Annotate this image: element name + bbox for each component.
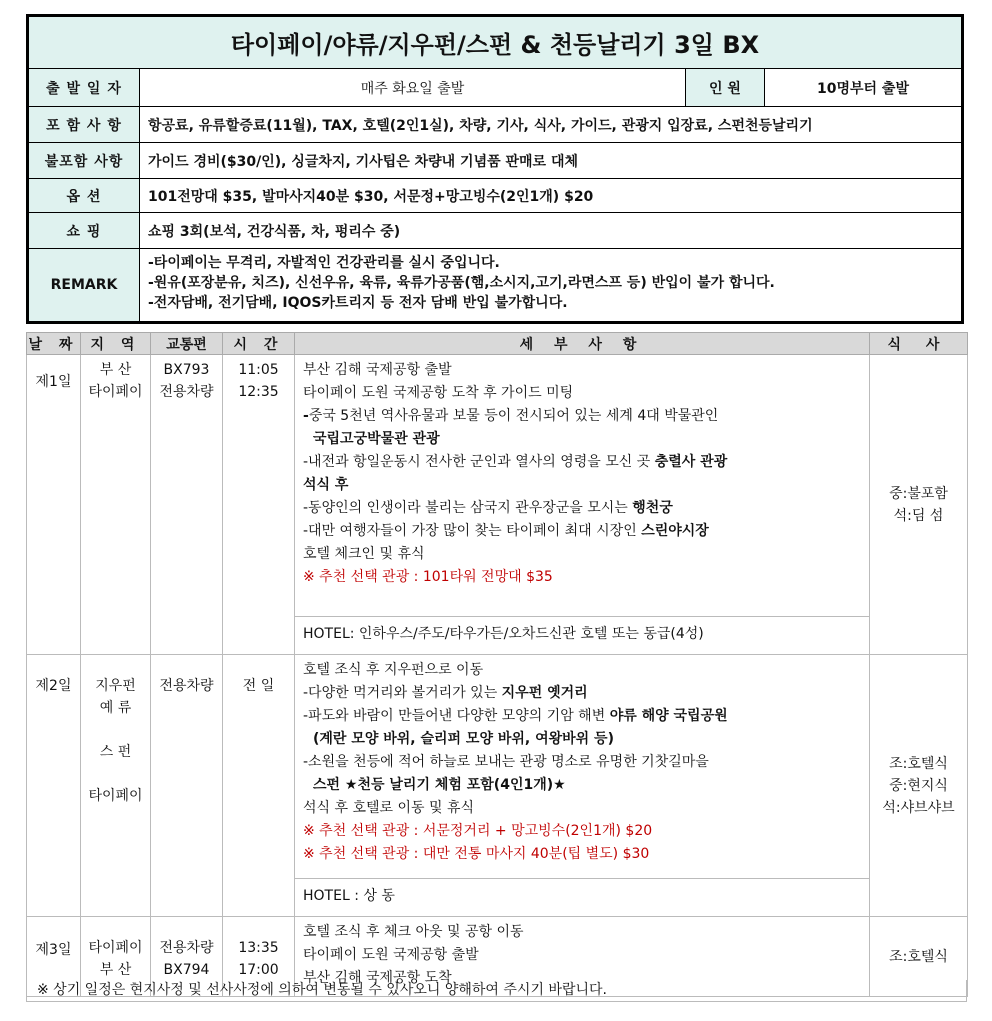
- text: -동양인의 인생이라 불리는 삼국지 관우장군을 모시는: [303, 500, 633, 516]
- remark-line: -전자담배, 전기담배, IQOS카트리지 등 전자 담배 반입 불가합니다.: [148, 295, 568, 311]
- tour-summary-box: [26, 14, 964, 324]
- region: 타이페이: [88, 940, 143, 956]
- detail-line: 호텔 체크인 및 휴식: [303, 546, 425, 562]
- options-value: 101전망대 $35, 발마사지40분 $30, 서문정+망고빙수(2인1개) $20: [148, 188, 594, 205]
- options-row: [29, 179, 961, 213]
- table-row: [27, 355, 968, 617]
- included-label: 포 함 사 항: [29, 107, 140, 142]
- spacer: [81, 763, 150, 785]
- excluded-label: 불포함 사항: [29, 143, 140, 178]
- region: 지우펀: [95, 678, 136, 694]
- day2-transport: [151, 655, 223, 917]
- detail-line: 타이페이 도원 국제공항 도착 후 가이드 미팅: [303, 385, 574, 401]
- text: 중국 5천년 역사유물과 보물 등이 전시되어 있는 세계 4대 박물관인: [308, 408, 719, 424]
- tour-title: 타이페이/야류/지우펀/스펀 & 천등날리기 3일 BX: [29, 17, 961, 69]
- detail-line: 스펀 ★천등 날리기 체험 포함(4인1개)★: [313, 777, 566, 793]
- day2-label: 제2일: [27, 655, 81, 917]
- detail-line: [303, 451, 861, 474]
- day1-transport: [151, 355, 223, 655]
- region: 타이페이: [88, 384, 143, 400]
- time: 12:35: [238, 384, 279, 400]
- transport: 전용차량: [159, 940, 214, 956]
- day1-hotel: HOTEL: 인하우스/주도/타우가든/오차드신관 호텔 또는 동급(4성): [295, 617, 870, 655]
- spacer: [81, 719, 150, 741]
- time: 전 일: [242, 678, 275, 694]
- table-row: [27, 655, 968, 879]
- meal: 중:불포함: [889, 485, 948, 502]
- header-time: 시 간: [223, 333, 295, 355]
- day2-regions: [81, 655, 151, 917]
- day1-meals: [870, 355, 968, 655]
- day2-hotel: HOTEL : 상 동: [295, 879, 870, 917]
- day2-details: [295, 655, 870, 879]
- time: 11:05: [238, 362, 279, 378]
- highlight: 스린야시장: [641, 523, 709, 539]
- meal: 조:호텔식: [889, 948, 948, 965]
- footnote: ※ 상기 일정은 현지사정 및 선사사정에 의하여 변동될 수 있사오니 양해하여 주시기 바랍니다.: [26, 980, 967, 1002]
- detail-line: [303, 705, 861, 728]
- highlight: 야류 해양 국립공원: [609, 708, 728, 724]
- text: -파도와 바람이 만들어낸 다양한 모양의 기암 해변: [303, 708, 610, 724]
- highlight: 충렬사 관광: [654, 454, 728, 470]
- day1-times: [223, 355, 295, 655]
- region: 타이페이: [88, 788, 143, 804]
- transport: BX794: [163, 962, 210, 978]
- header-transport: 교통편: [151, 333, 223, 355]
- day1-regions: [81, 355, 151, 655]
- detail-line: -소원을 천등에 적어 하늘로 보내는 관광 명소로 유명한 기찻길마을: [303, 754, 709, 770]
- detail-line: 호텔 조식 후 지우펀으로 이동: [303, 662, 484, 678]
- meal: 석:딤 섬: [893, 507, 944, 524]
- shopping-label: 쇼 핑: [29, 213, 140, 248]
- optional-tour-line: ※ 추천 선택 관광 : 서문정거리 + 망고빙수(2인1개) $20: [303, 823, 653, 839]
- day3-label: 제3일: [27, 917, 81, 997]
- detail-line: 부산 김해 국제공항 출발: [303, 362, 452, 378]
- day1-details: [295, 355, 870, 617]
- detail-line: 국립고궁박물관 관광: [313, 431, 440, 447]
- remark-line: -원유(포장분유, 치즈), 신선우유, 육류, 육류가공품(햄,소시지,고기,라면스프 등) 반입이 불가 합니다.: [148, 275, 775, 291]
- departure-value: 매주 화요일 출발: [360, 80, 465, 97]
- region: 부 산: [99, 962, 132, 978]
- region: 스 펀: [99, 744, 132, 760]
- meal: 중:현지식: [889, 777, 948, 794]
- remark-value: [140, 249, 961, 321]
- departure-label: 출 발 일 자: [29, 69, 140, 106]
- detail-line: 부산 김해 국제공항 도착: [303, 970, 452, 986]
- highlight: 행천궁: [632, 500, 673, 516]
- text: -다양한 먹거리와 볼거리가 있는: [303, 685, 502, 701]
- detail-line: 석식 후: [303, 477, 349, 493]
- people-value: 10명부터 출발: [817, 80, 909, 97]
- meal: 석:샤브샤브: [882, 799, 955, 816]
- day1-label: 제1일: [27, 355, 81, 655]
- meal: 조:호텔식: [889, 755, 948, 772]
- header-meals: 식 사: [870, 333, 968, 355]
- options-label: 옵 션: [29, 179, 140, 212]
- time: 17:00: [238, 962, 279, 978]
- detail-line: 타이페이 도원 국제공항 출발: [303, 947, 479, 963]
- day2-meals: [870, 655, 968, 917]
- text: -대만 여행자들이 가장 많이 찾는 타이페이 최대 시장인: [303, 523, 642, 539]
- remark-label: REMARK: [29, 249, 140, 321]
- included-value: 항공료, 유류할증료(11월), TAX, 호텔(2인1실), 차량, 기사, 식사, 가이드, 관광지 입장료, 스펀천등날리기: [148, 117, 813, 134]
- header-date: 날 짜: [27, 333, 81, 355]
- transport: 전용차량: [159, 384, 214, 400]
- excluded-value: 가이드 경비($30/인), 싱글차지, 기사팁은 차량내 기념품 판매로 대체: [148, 153, 578, 170]
- detail-line: 석식 후 호텔로 이동 및 휴식: [303, 800, 475, 816]
- dash: -: [303, 408, 309, 424]
- remark-line: -타이페이는 무격리, 자발적인 건강관리를 실시 중입니다.: [148, 255, 500, 271]
- transport: BX793: [163, 362, 210, 378]
- highlight: 지우펀 옛거리: [501, 685, 588, 701]
- table-header-row: [27, 333, 968, 355]
- excluded-row: [29, 143, 961, 179]
- detail-line: [303, 497, 861, 520]
- day2-times: [223, 655, 295, 917]
- shopping-value: 쇼핑 3회(보석, 건강식품, 차, 펑리수 중): [148, 223, 401, 240]
- itinerary-table: [26, 332, 968, 997]
- detail-line: [303, 520, 861, 543]
- region: 예 류: [99, 700, 132, 716]
- detail-line: (계란 모양 바위, 슬리퍼 모양 바위, 여왕바위 등): [313, 731, 614, 747]
- time: 13:35: [238, 940, 279, 956]
- optional-tour-line: ※ 추천 선택 관광 : 대만 전통 마사지 40분(팁 별도) $30: [303, 846, 650, 862]
- departure-row: [29, 69, 961, 107]
- header-details: 세 부 사 항: [295, 333, 870, 355]
- remark-row: [29, 249, 961, 321]
- region: 부 산: [99, 362, 132, 378]
- people-label: 인 원: [685, 69, 765, 106]
- transport: 전용차량: [159, 678, 214, 694]
- text: -내전과 항일운동시 전사한 군인과 열사의 영령을 모신 곳: [303, 454, 655, 470]
- header-region: 지 역: [81, 333, 151, 355]
- detail-line: [303, 682, 861, 705]
- detail-line: 호텔 조식 후 체크 아웃 및 공항 이동: [303, 924, 524, 940]
- shopping-row: [29, 213, 961, 249]
- optional-tour-line: ※ 추천 선택 관광 : 101타워 전망대 $35: [303, 569, 553, 585]
- detail-line: [303, 405, 861, 428]
- included-row: [29, 107, 961, 143]
